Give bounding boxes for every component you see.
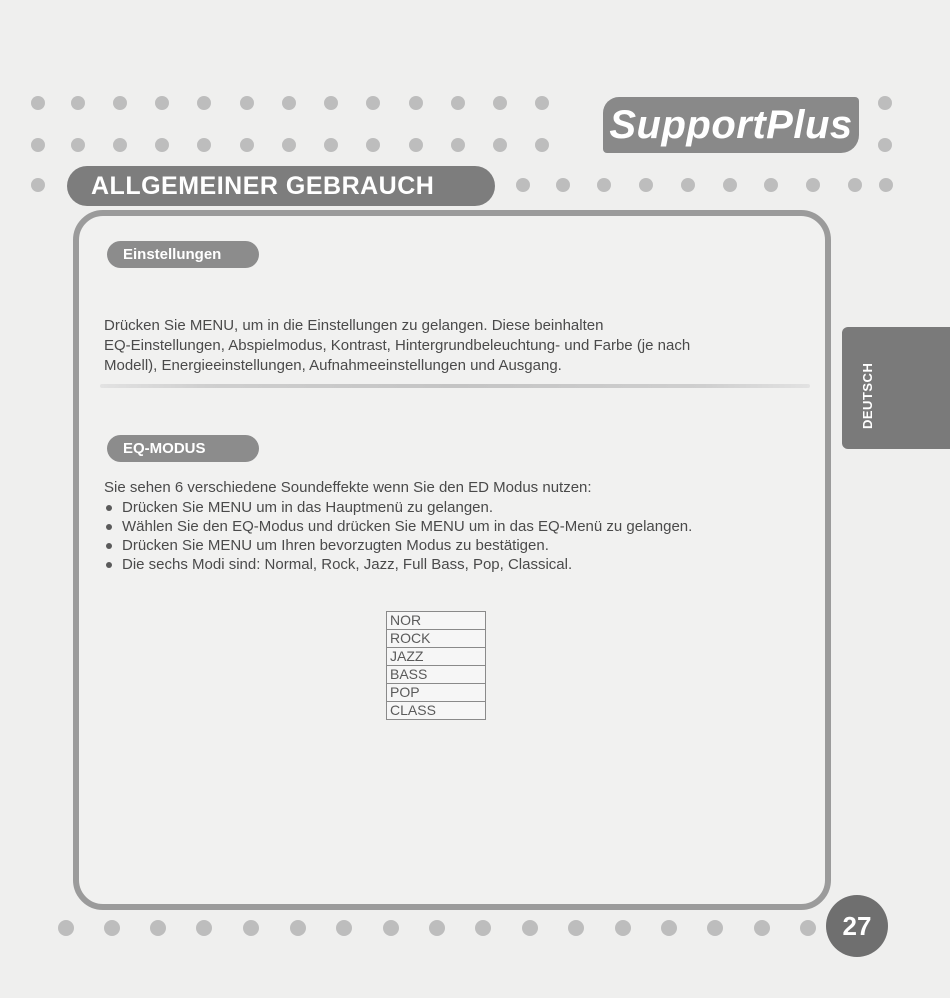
settings-line: Drücken Sie MENU, um in die Einstellungen zu gelangen. Diese beinhalten — [104, 317, 604, 334]
decorative-dot — [113, 138, 127, 152]
decorative-dot — [522, 920, 538, 936]
table-row — [387, 612, 486, 630]
decorative-dot — [71, 138, 85, 152]
mode-cell: NOR — [387, 612, 486, 630]
decorative-dot — [681, 178, 695, 192]
list-item: Drücken Sie MENU um in das Hauptmenü zu gelangen. — [104, 498, 744, 517]
logo-text: SupportPlus — [609, 102, 853, 147]
decorative-dot — [806, 178, 820, 192]
list-item: Drücken Sie MENU um Ihren bevorzugten Modus zu bestätigen. — [104, 536, 744, 555]
mode-cell: JAZZ — [387, 648, 486, 666]
decorative-dot — [150, 920, 166, 936]
decorative-dot — [556, 178, 570, 192]
decorative-dot — [516, 178, 530, 192]
settings-paragraph — [104, 316, 814, 376]
decorative-dot — [707, 920, 723, 936]
decorative-dot — [451, 96, 465, 110]
decorative-dot — [282, 138, 296, 152]
decorative-dot — [282, 96, 296, 110]
decorative-dot — [155, 96, 169, 110]
decorative-dot — [104, 920, 120, 936]
section-header — [67, 166, 495, 206]
eq-mode-intro: Sie sehen 6 verschiedene Soundeffekte wenn Sie den ED Modus nutzen: — [104, 479, 592, 496]
decorative-dot — [639, 178, 653, 192]
decorative-dot — [800, 920, 816, 936]
decorative-dot — [31, 96, 45, 110]
mode-cell: POP — [387, 684, 486, 702]
decorative-dot — [366, 96, 380, 110]
decorative-dot — [451, 138, 465, 152]
decorative-dot — [31, 138, 45, 152]
list-item: Wählen Sie den EQ-Modus und drücken Sie MENU um in das EQ-Menü zu gelangen. — [104, 517, 744, 536]
decorative-dot — [58, 920, 74, 936]
table-row — [387, 666, 486, 684]
page-number — [826, 895, 888, 957]
language-tab — [842, 327, 950, 449]
decorative-dot — [336, 920, 352, 936]
decorative-dot — [240, 96, 254, 110]
eq-modes-table — [386, 611, 486, 720]
decorative-dot — [71, 96, 85, 110]
table-row — [387, 684, 486, 702]
decorative-dot — [754, 920, 770, 936]
decorative-dot — [493, 138, 507, 152]
eq-mode-heading — [107, 435, 259, 462]
decorative-dot — [764, 178, 778, 192]
decorative-dot — [197, 96, 211, 110]
mode-cell: ROCK — [387, 630, 486, 648]
decorative-dot — [597, 178, 611, 192]
decorative-dot — [290, 920, 306, 936]
page-number-label: 27 — [842, 910, 872, 941]
table-row — [387, 702, 486, 720]
decorative-dot — [615, 920, 631, 936]
decorative-dot — [661, 920, 677, 936]
decorative-dot — [848, 178, 862, 192]
section-divider — [100, 384, 810, 388]
decorative-dot — [475, 920, 491, 936]
settings-heading-label: Einstellungen — [123, 246, 222, 263]
decorative-dot — [366, 138, 380, 152]
table-row — [387, 648, 486, 666]
decorative-dot — [383, 920, 399, 936]
eq-mode-steps — [104, 498, 744, 574]
decorative-dot — [113, 96, 127, 110]
decorative-dot — [429, 920, 445, 936]
decorative-dot — [568, 920, 584, 936]
decorative-dot — [324, 138, 338, 152]
decorative-dot — [535, 96, 549, 110]
decorative-dot — [878, 138, 892, 152]
settings-line: Modell), Energieeinstellungen, Aufnahmeeinstellungen und Ausgang. — [104, 357, 562, 374]
section-title: ALLGEMEINER GEBRAUCH — [91, 171, 435, 200]
decorative-dot — [155, 138, 169, 152]
decorative-dot — [324, 96, 338, 110]
decorative-dot — [243, 920, 259, 936]
eq-mode-heading-label: EQ-MODUS — [123, 440, 206, 457]
list-item: Die sechs Modi sind: Normal, Rock, Jazz, Full Bass, Pop, Classical. — [104, 555, 744, 574]
decorative-dot — [723, 178, 737, 192]
decorative-dot — [196, 920, 212, 936]
mode-cell: CLASS — [387, 702, 486, 720]
settings-line: EQ-Einstellungen, Abspielmodus, Kontrast, Hintergrundbeleuchtung- und Farbe (je nach — [104, 337, 691, 354]
decorative-dot — [31, 178, 45, 192]
language-tab-label: DEUTSCH — [860, 362, 875, 429]
settings-heading — [107, 241, 259, 268]
mode-cell: BASS — [387, 666, 486, 684]
decorative-dot — [879, 178, 893, 192]
decorative-dot — [535, 138, 549, 152]
table-row — [387, 630, 486, 648]
decorative-dot — [493, 96, 507, 110]
supportplus-logo — [603, 97, 859, 153]
decorative-dot — [240, 138, 254, 152]
decorative-dot — [878, 96, 892, 110]
decorative-dot — [409, 96, 423, 110]
decorative-dot — [197, 138, 211, 152]
decorative-dot — [409, 138, 423, 152]
